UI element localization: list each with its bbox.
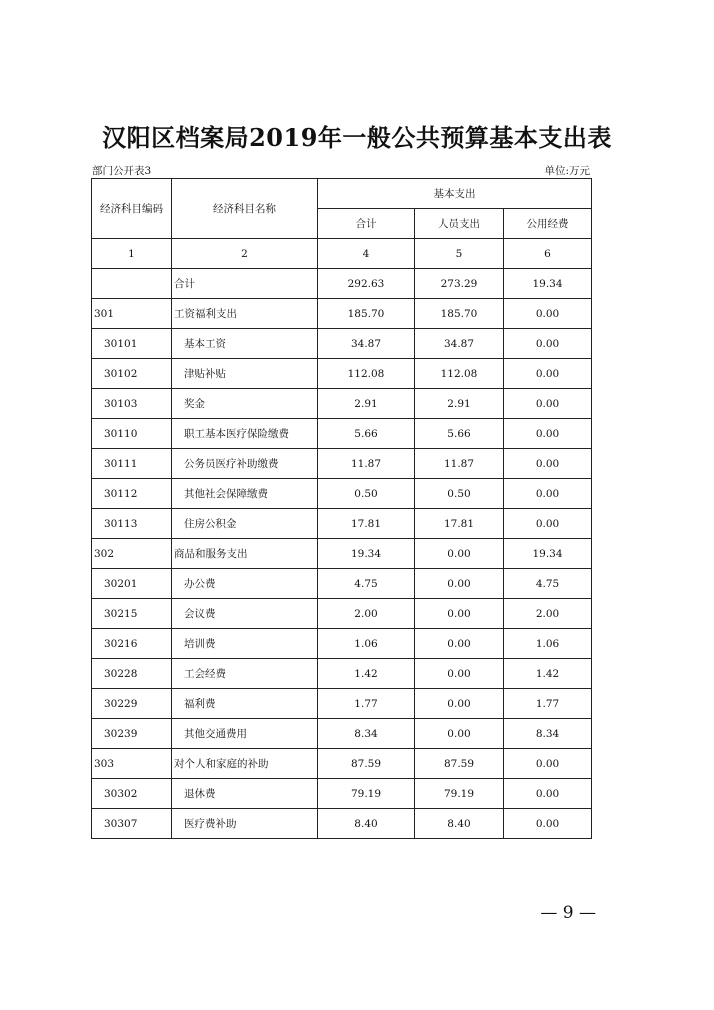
table-number: 部门公开表3	[92, 165, 152, 177]
cell-public: 0.00	[504, 329, 592, 359]
cell-code: 30215	[92, 599, 172, 629]
cell-personnel: 17.81	[415, 509, 504, 539]
table-row	[92, 479, 592, 509]
page-number: — 9 —	[540, 903, 596, 923]
cell-public: 8.34	[504, 719, 592, 749]
cell-personnel: 185.70	[415, 299, 504, 329]
cell-code: 30111	[92, 449, 172, 479]
cell-name: 会议费	[172, 599, 318, 629]
cell-personnel: 87.59	[415, 749, 504, 779]
cell-total: 2.00	[318, 599, 415, 629]
table-row	[92, 689, 592, 719]
cell-total: 112.08	[318, 359, 415, 389]
cell-name: 其他社会保障缴费	[172, 479, 318, 509]
cell-total: 1.42	[318, 659, 415, 689]
cell-code: 302	[92, 539, 172, 569]
cell-total: 292.63	[318, 269, 415, 299]
header-name: 经济科目名称	[172, 179, 318, 239]
cell-name: 住房公积金	[172, 509, 318, 539]
cell-name: 工会经费	[172, 659, 318, 689]
table-row	[92, 719, 592, 749]
cell-name: 退休费	[172, 779, 318, 809]
cell-name: 培训费	[172, 629, 318, 659]
cell-name: 其他交通费用	[172, 719, 318, 749]
cell-name: 福利费	[172, 689, 318, 719]
col-number: 5	[415, 239, 504, 269]
cell-public: 19.34	[504, 539, 592, 569]
cell-name: 办公费	[172, 569, 318, 599]
table-row	[92, 449, 592, 479]
table-row	[92, 389, 592, 419]
cell-public: 0.00	[504, 479, 592, 509]
cell-code: 30112	[92, 479, 172, 509]
cell-total: 5.66	[318, 419, 415, 449]
cell-public: 1.42	[504, 659, 592, 689]
table-row	[92, 359, 592, 389]
table-row	[92, 539, 592, 569]
cell-public: 0.00	[504, 509, 592, 539]
cell-public: 0.00	[504, 389, 592, 419]
cell-code: 30302	[92, 779, 172, 809]
cell-total: 185.70	[318, 299, 415, 329]
table-row	[92, 629, 592, 659]
cell-name: 职工基本医疗保险缴费	[172, 419, 318, 449]
cell-total: 34.87	[318, 329, 415, 359]
cell-code: 30103	[92, 389, 172, 419]
header-public: 公用经费	[504, 209, 592, 239]
cell-public: 0.00	[504, 299, 592, 329]
table-row	[92, 749, 592, 779]
cell-personnel: 273.29	[415, 269, 504, 299]
table-row	[92, 779, 592, 809]
table-row	[92, 569, 592, 599]
cell-name: 基本工资	[172, 329, 318, 359]
table-row	[92, 509, 592, 539]
page-title: 汉阳区档案局2019年一般公共预算基本支出表	[102, 123, 612, 152]
cell-name: 商品和服务支出	[172, 539, 318, 569]
cell-total: 8.40	[318, 809, 415, 839]
cell-personnel: 0.00	[415, 629, 504, 659]
cell-code: 303	[92, 749, 172, 779]
cell-code: 30307	[92, 809, 172, 839]
header-personnel: 人员支出	[415, 209, 504, 239]
cell-personnel: 0.00	[415, 689, 504, 719]
cell-name: 对个人和家庭的补助	[172, 749, 318, 779]
table-row	[92, 419, 592, 449]
cell-personnel: 0.00	[415, 719, 504, 749]
cell-code: 30102	[92, 359, 172, 389]
cell-code: 30228	[92, 659, 172, 689]
cell-personnel: 79.19	[415, 779, 504, 809]
table-row	[92, 269, 592, 299]
cell-personnel: 5.66	[415, 419, 504, 449]
cell-public: 0.00	[504, 779, 592, 809]
cell-name: 公务员医疗补助缴费	[172, 449, 318, 479]
cell-code	[92, 269, 172, 299]
cell-personnel: 34.87	[415, 329, 504, 359]
cell-public: 19.34	[504, 269, 592, 299]
header-total: 合计	[318, 209, 415, 239]
cell-total: 2.91	[318, 389, 415, 419]
cell-public: 0.00	[504, 809, 592, 839]
cell-total: 1.06	[318, 629, 415, 659]
cell-name: 津贴补贴	[172, 359, 318, 389]
cell-name: 合计	[172, 269, 318, 299]
cell-personnel: 0.50	[415, 479, 504, 509]
cell-total: 8.34	[318, 719, 415, 749]
cell-personnel: 8.40	[415, 809, 504, 839]
cell-code: 30239	[92, 719, 172, 749]
col-number: 2	[172, 239, 318, 269]
unit-label: 单位:万元	[544, 165, 590, 177]
table-row	[92, 659, 592, 689]
cell-personnel: 0.00	[415, 539, 504, 569]
budget-table	[91, 178, 592, 839]
cell-code: 301	[92, 299, 172, 329]
cell-public: 2.00	[504, 599, 592, 629]
cell-code: 30201	[92, 569, 172, 599]
cell-name: 工资福利支出	[172, 299, 318, 329]
cell-personnel: 2.91	[415, 389, 504, 419]
cell-total: 1.77	[318, 689, 415, 719]
cell-public: 0.00	[504, 359, 592, 389]
col-number: 6	[504, 239, 592, 269]
cell-name: 奖金	[172, 389, 318, 419]
cell-total: 0.50	[318, 479, 415, 509]
cell-public: 4.75	[504, 569, 592, 599]
cell-total: 17.81	[318, 509, 415, 539]
cell-total: 19.34	[318, 539, 415, 569]
header-code: 经济科目编码	[92, 179, 172, 239]
cell-personnel: 0.00	[415, 569, 504, 599]
cell-public: 0.00	[504, 449, 592, 479]
cell-public: 1.06	[504, 629, 592, 659]
cell-code: 30229	[92, 689, 172, 719]
cell-public: 0.00	[504, 749, 592, 779]
cell-personnel: 0.00	[415, 599, 504, 629]
cell-personnel: 11.87	[415, 449, 504, 479]
cell-personnel: 0.00	[415, 659, 504, 689]
cell-code: 30113	[92, 509, 172, 539]
table-row	[92, 329, 592, 359]
cell-name: 医疗费补助	[172, 809, 318, 839]
table-row	[92, 809, 592, 839]
cell-total: 87.59	[318, 749, 415, 779]
table-row	[92, 599, 592, 629]
col-number: 4	[318, 239, 415, 269]
cell-code: 30110	[92, 419, 172, 449]
cell-public: 0.00	[504, 419, 592, 449]
header-basic-expenditure: 基本支出	[318, 179, 592, 209]
cell-personnel: 112.08	[415, 359, 504, 389]
cell-public: 1.77	[504, 689, 592, 719]
cell-total: 79.19	[318, 779, 415, 809]
col-number: 1	[92, 239, 172, 269]
cell-code: 30216	[92, 629, 172, 659]
table-row	[92, 299, 592, 329]
cell-total: 11.87	[318, 449, 415, 479]
cell-code: 30101	[92, 329, 172, 359]
cell-total: 4.75	[318, 569, 415, 599]
